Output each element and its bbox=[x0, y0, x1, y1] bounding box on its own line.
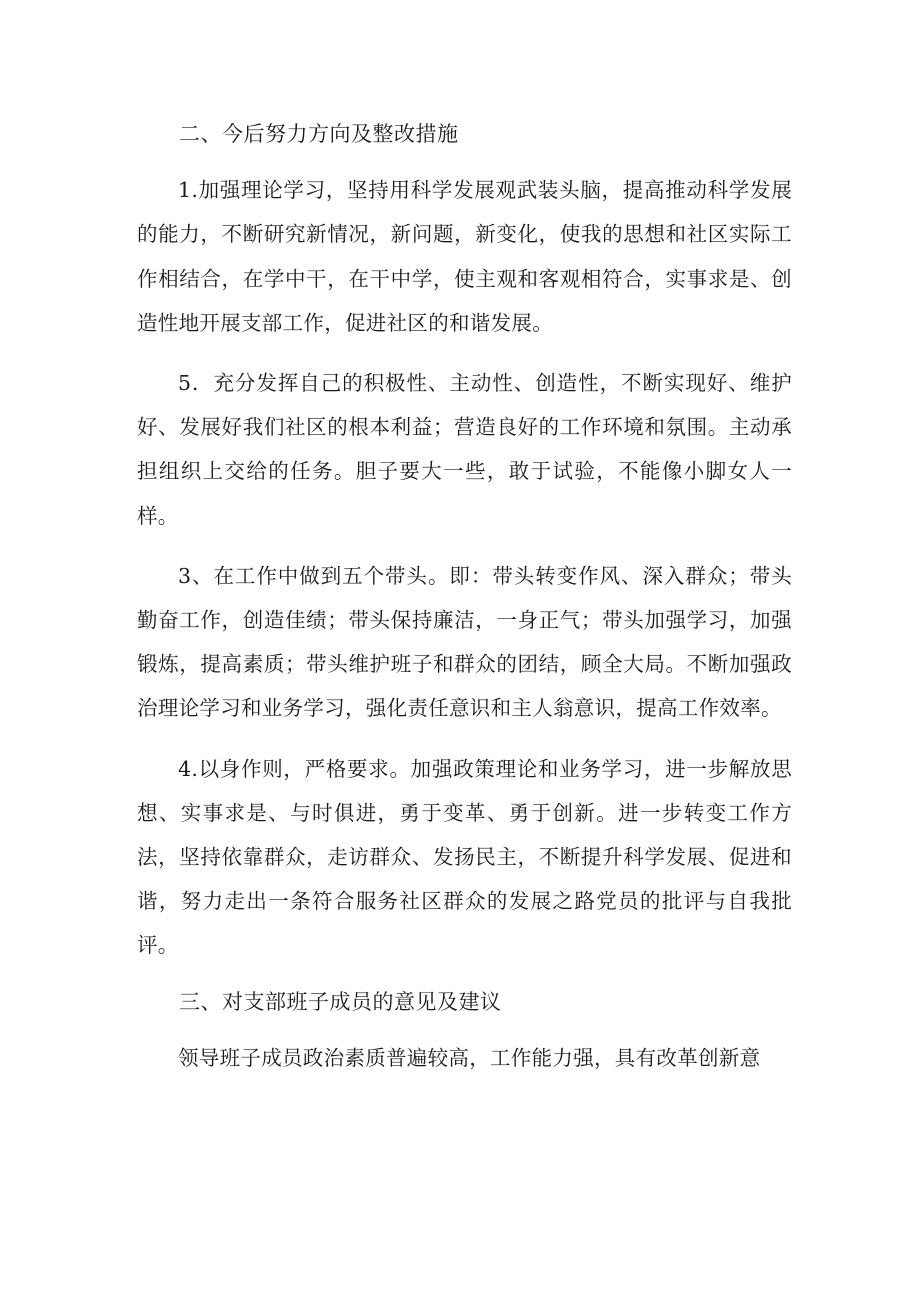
paragraph-3: 3、在工作中做到五个带头。即：带头转变作风、深入群众；带头勤奋工作，创造佳绩；带头保持廉洁，一身正气；带头加强学习，加强锻炼，提高素质；带头维护班子和群众的团结，顾全大局。不断加强政治理论学习和业务学习，强化责任意识和主人翁意识，提高工作效率。 bbox=[137, 563, 792, 721]
spacer bbox=[137, 968, 792, 980]
paragraph-2: 5．充分发挥自己的积极性、主动性、创造性，不断实现好、维护好、发展好我们社区的根本利益；营造良好的工作环境和氛围。主动承担组织上交给的任务。胆子要大一些，敢于试验，不能像小脚女人一样。 bbox=[137, 371, 792, 528]
paragraph-5: 领导班子成员政治素质普遍较高，工作能力强，具有改革创新意 bbox=[178, 1045, 761, 1070]
spacer bbox=[137, 1024, 792, 1036]
section-heading-2: 二、今后努力方向及整改措施 bbox=[179, 122, 459, 146]
section-heading-3: 三、对支部班子成员的意见及建议 bbox=[179, 989, 502, 1014]
spacer bbox=[137, 538, 792, 554]
spacer bbox=[137, 156, 792, 168]
document-body bbox=[137, 112, 792, 1080]
paragraph-4: 4.以身作则，严格要求。加强政策理论和业务学习，进一步解放思想、实事求是、与时俱进，勇于变革、勇于创新。进一步转变工作方法，坚持依靠群众，走访群众、发扬民主，不断提升科学发展、促进和谐，努力走出一条符合服务社区群众的发展之路党员的批评与自我批评。 bbox=[137, 756, 792, 958]
spacer bbox=[137, 345, 792, 361]
spacer bbox=[137, 731, 792, 747]
paragraph-1: 1.加强理论学习，坚持用科学发展观武装头脑，提高推动科学发展的能力，不断研究新情况，新问题，新变化，使我的思想和社区实际工作相结合，在学中干，在干中学，使主观和客观相符合，实事求是、创造性地开展支部工作，促进社区的和谐发展。 bbox=[137, 178, 792, 335]
